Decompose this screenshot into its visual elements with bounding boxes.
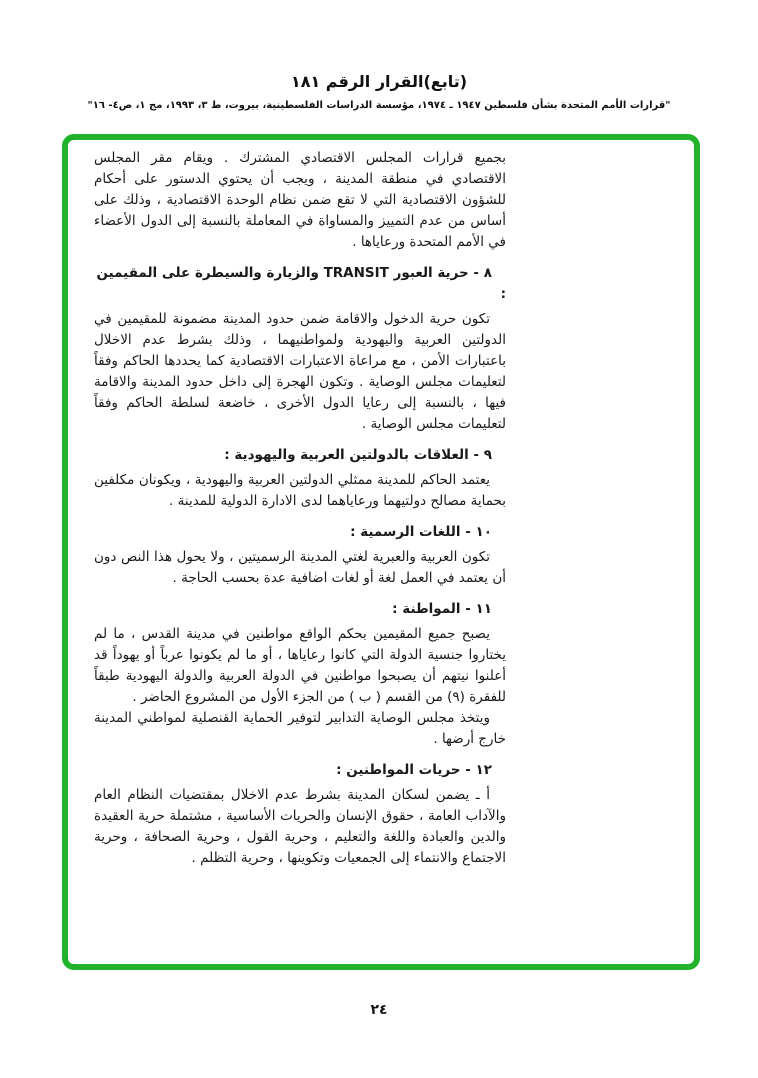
page-header [0,72,758,111]
section-8-heading: ٨ - حرية العبور TRANSIT والزيارة والسيطرة على المقيمين : [96,265,506,302]
section-12-paragraph-a: أ ـ يضمن لسكان المدينة بشرط عدم الاخلال بمقتضيات النظام العام والآداب العامة ، حقوق الإنسان والحريات الأساسية ، مشتملة حرية العقيدة والدين والعبادة واللغة والتعليم ، وحرية القول ، وحرية الصحافة ، وحرية الاجتماع والانتماء إلى الجمعيات وتكوينها ، وحرية التظلم . [94,787,506,866]
document-title: (تابع)القرار الرقم ١٨١ [290,72,468,91]
section-11-heading: ١١ - المواطنة : [392,601,492,617]
document-citation: "قرارات الأمم المتحدة بشأن فلسطين ١٩٤٧ ـ ١٩٧٤، مؤسسة الدراسات الفلسطينية، بيروت، ط ٣، ١٩٩٣، مج ١، ص٤- ١٦" [87,100,671,111]
section-10-heading: ١٠ - اللغات الرسمية : [350,524,492,540]
page-number: ٢٤ [370,1002,388,1018]
section-8-paragraph: تكون حرية الدخول والاقامة ضمن حدود المدينة مضمونة للمقيمين في الدولتين العربية واليهودية ولمواطنيهما ، وذلك بشرط عدم الاخلال باعتبارات الأمن ، مع مراعاة الاعتبارات الاقتصادية كما يحددها الحاكم وفقاً لتعليمات مجلس الوصاية . وتكون الهجرة إلى داخل حدود المدينة والاقامة فيها ، بالنسبة إلى رعايا الدول الأخرى ، خاضعة لسلطة الحاكم وفقاً لتعليمات مجلس الوصاية . [94,311,506,432]
section-12-heading: ١٢ - حريات المواطنين : [336,762,492,778]
green-border-frame [62,134,700,970]
section-10-paragraph: تكون العربية والعبرية لغتي المدينة الرسميتين ، ولا يحول هذا النص دون أن يعتمد في العمل لغة أو لغات اضافية عدة بحسب الحاجة . [94,549,506,586]
document-body [94,148,506,869]
section-11-paragraph-1: يصبح جميع المقيمين بحكم الواقع مواطنين في مدينة القدس ، ما لم يختاروا جنسية الدولة التي كانوا رعاياها ، أو ما لم يكونوا عرباً أو يهوداً قد أعلنوا نيتهم أن يصبحوا مواطنين في الدولة العربية والدولة اليهودية طبقاً للفقرة (٩) من القسم ( ب ) من الجزء الأول من المشروع الحاضر . [94,626,506,705]
section-9-paragraph: يعتمد الحاكم للمدينة ممثلي الدولتين العربية واليهودية ، ويكونان مكلفين بحماية مصالح دولتيهما ورعاياهما لدى الادارة الدولية للمدينة . [94,472,506,509]
continuation-paragraph: بجميع قرارات المجلس الاقتصادي المشترك . ويقام مقر المجلس الاقتصادي في منطقة المدينة ، ويجب أن يحتوي الدستور على أحكام للشؤون الاقتصادية التي لا تقع ضمن نظام الوحدة الاقتصادية ، وذلك على أساس من عدم التمييز والمساواة في المعاملة بالنسبة إلى الدول الأعضاء في الأمم المتحدة ورعاياها . [94,150,506,250]
section-11-paragraph-2: ويتخذ مجلس الوصاية التدابير لتوفير الحماية القنصلية لمواطني المدينة خارج أرضها . [94,710,506,747]
section-9-heading: ٩ - العلاقات بالدولتين العربية واليهودية : [224,447,492,463]
